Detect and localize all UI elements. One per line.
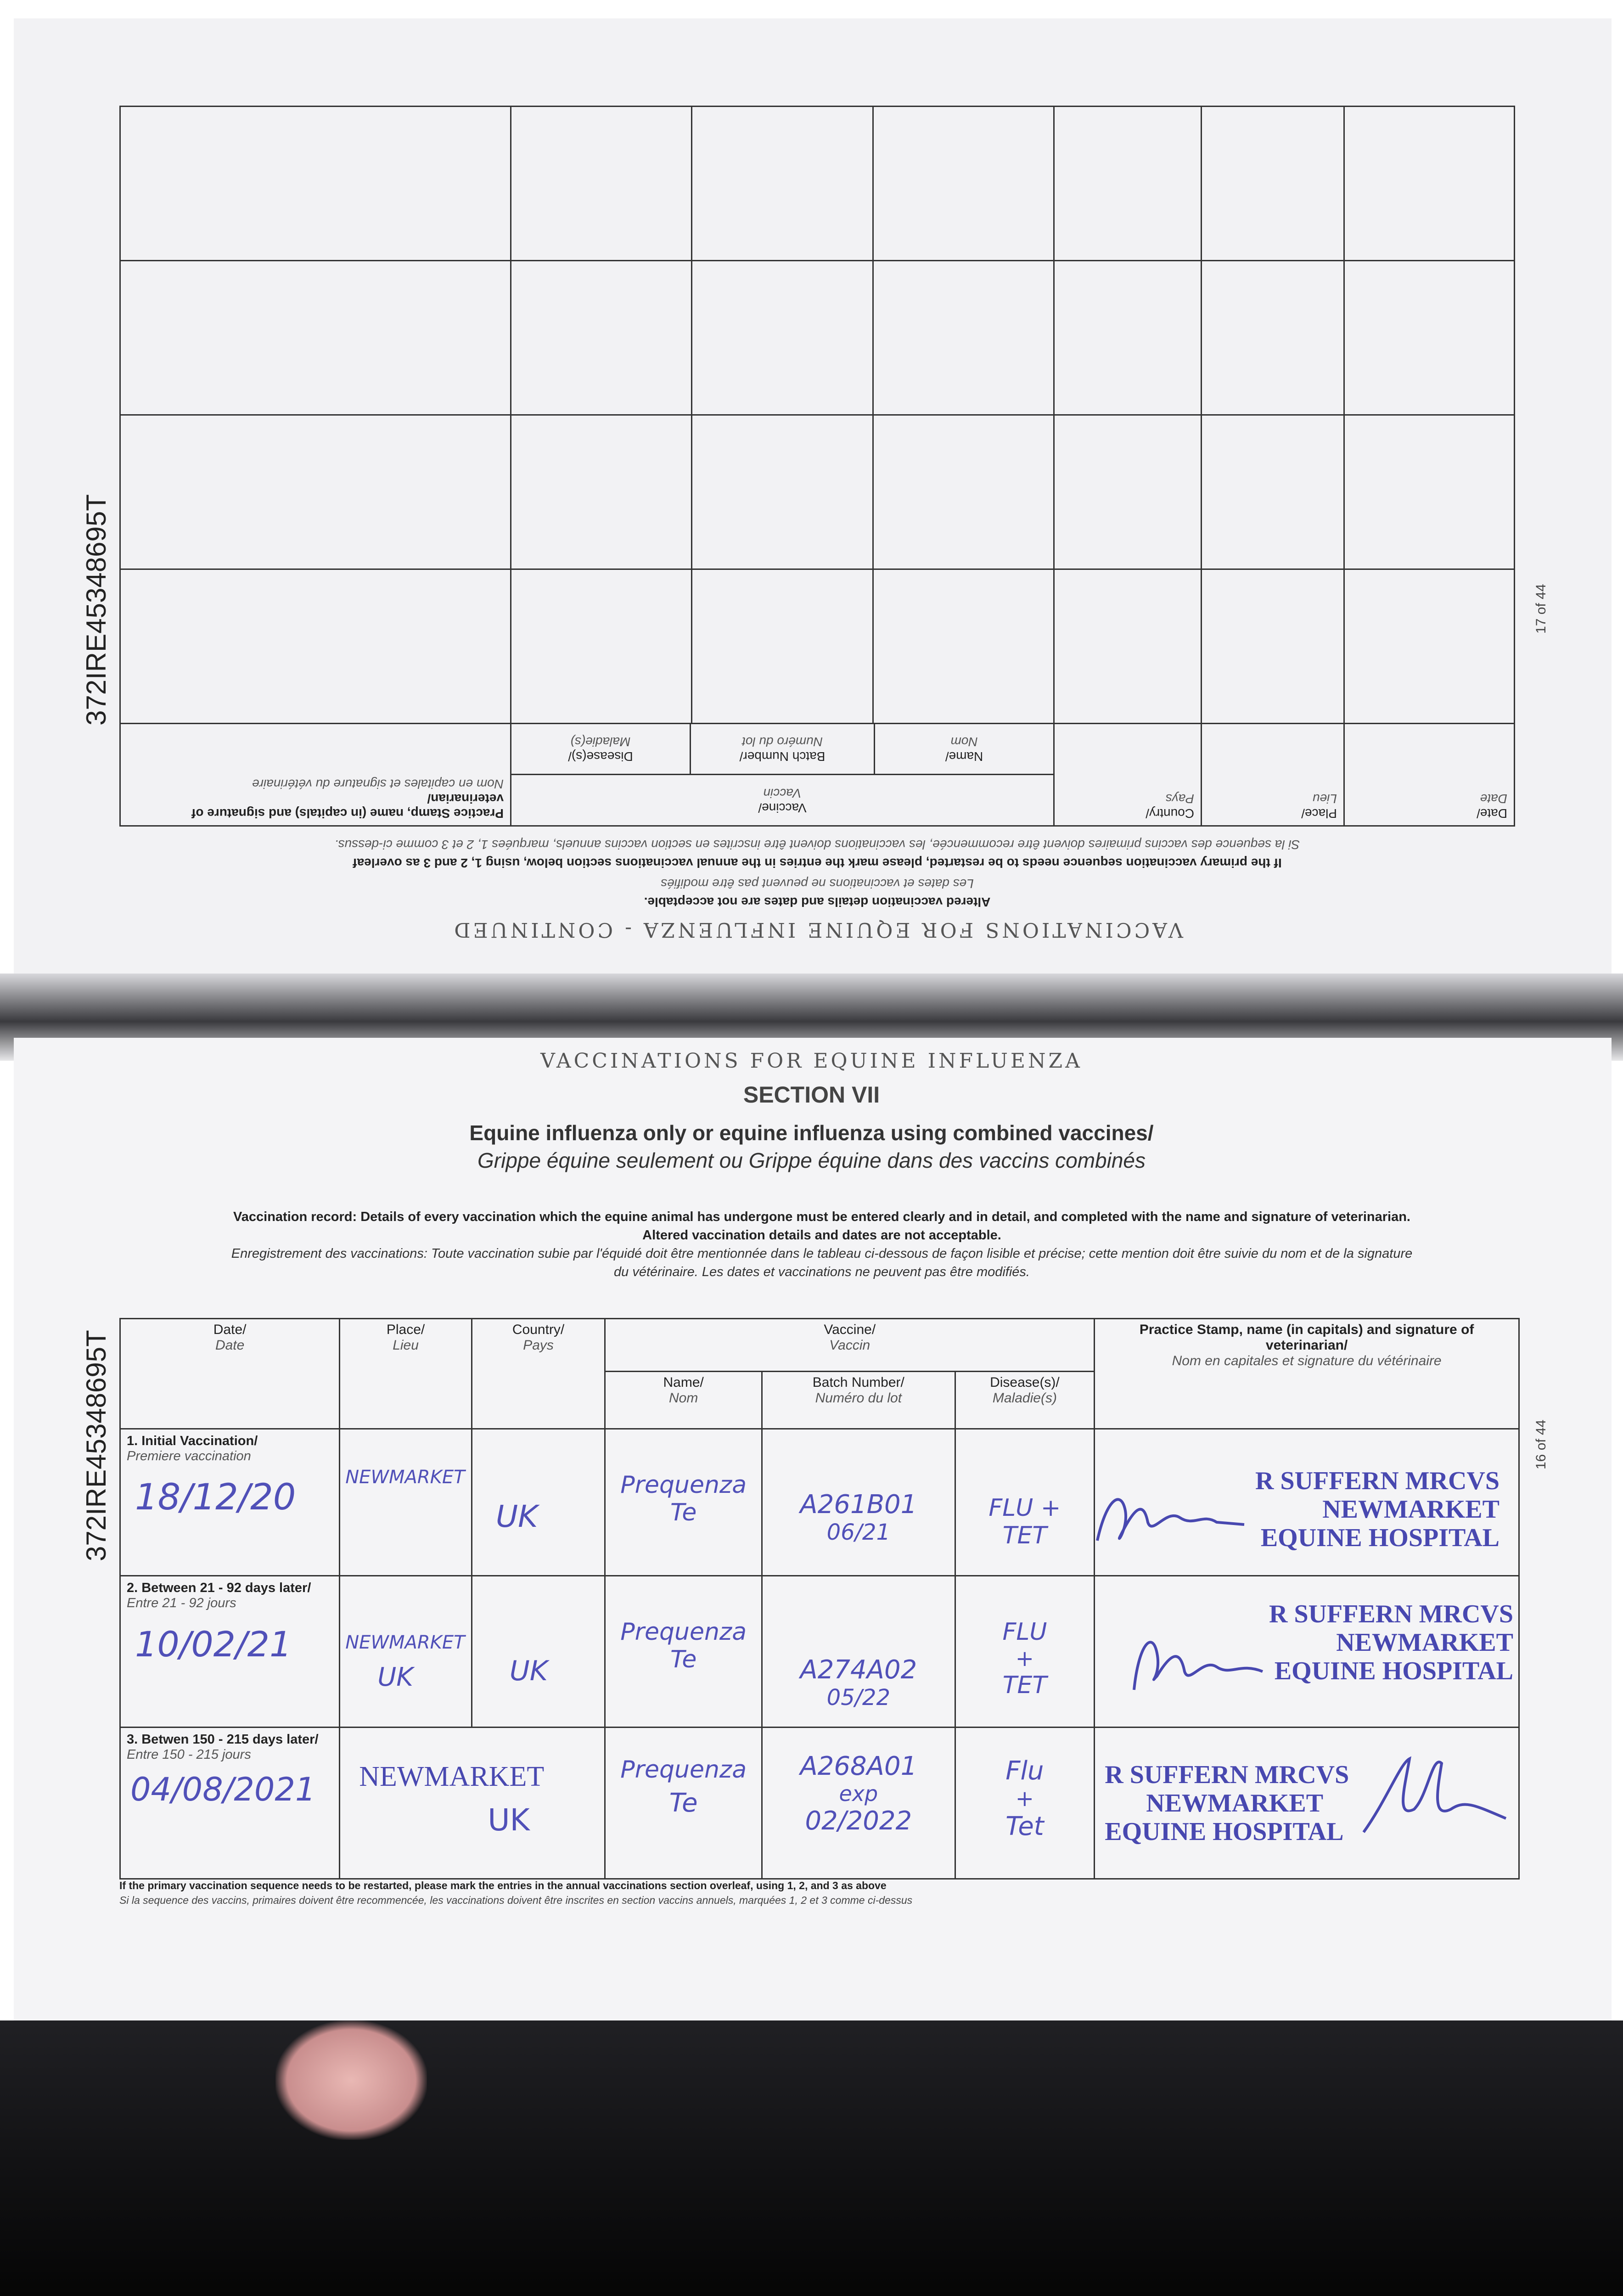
record-fr-2: du vétérinaire. Les dates et vaccinations ne peuvent pas être modifiés. (614, 1265, 1030, 1279)
row3-stamp-line3: EQUINE HOSPITAL (1105, 1818, 1344, 1846)
row3-country: UK (488, 1802, 530, 1838)
subtitle-fr: Grippe équine seulement ou Grippe équine dans des vaccins combinés (477, 1148, 1146, 1172)
row1-stamp-line3: EQUINE HOSPITAL (1260, 1524, 1499, 1552)
row3-date: 04/08/2021 (130, 1771, 316, 1808)
row2-date: 10/02/21 (135, 1624, 292, 1665)
header-date: Date/ Date (120, 1319, 340, 1429)
row2-batch: A274A02 (800, 1655, 917, 1685)
footer-note-en: If the primary vaccination sequence needs to be restarted, please mark the entries in the annual vaccinations section overleaf, using 1, 2, and 3 as above (119, 1880, 887, 1891)
header-country: Country/ Pays (472, 1319, 605, 1429)
upper-page-content (119, 106, 1515, 941)
row3-batch-expiry: 02/2022 (805, 1806, 912, 1836)
row2-disease: FLU (1002, 1618, 1047, 1646)
vaccination-row-2 (120, 1576, 1519, 1728)
document-id-top: 372IRE45348695T (81, 494, 112, 726)
row3-date-cell (120, 1728, 340, 1879)
row3-disease-2: Tet (1005, 1812, 1044, 1841)
row2-country: UK (509, 1655, 548, 1687)
upper-altered-fr: Les dates et vaccinations ne peuvent pas être modifiés (661, 877, 974, 891)
upper-series-title: VACCINATIONS FOR EQUINE INFLUENZA - CONTINUED (451, 918, 1183, 941)
dark-background (0, 2020, 1623, 2296)
row2-disease-plus: + (1015, 1646, 1034, 1671)
upper-header-date: Date/ Date (1344, 724, 1515, 826)
row1-label: 1. Initial Vaccination/ Premiere vaccination (127, 1434, 258, 1463)
row1-vaccine-name-2: Te (670, 1499, 697, 1526)
row2-place-2: UK (377, 1662, 413, 1692)
row1-batch-expiry: 06/21 (826, 1519, 890, 1545)
series-title: VACCINATIONS FOR EQUINE INFLUENZA (540, 1049, 1083, 1073)
row3-batch: A268A01 (800, 1751, 917, 1781)
page-number-bottom: 16 of 44 (1533, 1419, 1549, 1469)
row2-stamp-line2: NEWMARKET (1336, 1628, 1513, 1657)
record-en-1: Vaccination record: Details of every vaccination which the equine animal has undergone must be entered clearly and in detail, and completed with the name and signature of veterinarian. (233, 1210, 1410, 1224)
upper-header-name: Name/ Nom (875, 724, 1053, 775)
row2-date-cell (120, 1576, 340, 1728)
record-fr-1: Enregistrement des vaccinations: Toute vaccination subie par l'équidé doit être mentionnée dans le tableau ci-dessous de façon lisible et précise; cette mention doit être suivie du nom et de la signature (231, 1246, 1413, 1261)
row1-date: 18/12/20 (135, 1477, 296, 1518)
row3-disease: Flu (1005, 1756, 1044, 1786)
finger (275, 2020, 427, 2140)
row2-batch-expiry: 05/22 (826, 1685, 890, 1711)
row1-stamp-line1: R SUFFERN MRCVS (1255, 1467, 1499, 1495)
signature-row2 (1125, 1626, 1272, 1694)
signature-row1 (1088, 1481, 1253, 1554)
upper-header-batch: Batch Number/ Numéro du lot (690, 724, 874, 775)
upper-restart-en: If the primary vaccination sequence needs to be restarted, please mark the entries in the annual vaccinations section below, using 1, 2 and 3 as overleaf (353, 856, 1282, 870)
row1-disease: FLU + (988, 1494, 1061, 1522)
footer-note (119, 1878, 1497, 1908)
row1-stamp-line2: NEWMARKET (1322, 1495, 1499, 1524)
subtitle-en: Equine influenza only or equine influenza using combined vaccines/ (469, 1121, 1154, 1145)
record-en-2: Altered vaccination details and dates are not acceptable. (642, 1228, 1001, 1243)
row1-batch: A261B01 (800, 1490, 917, 1519)
row3-place: NEWMARKET (359, 1761, 545, 1792)
upper-header-place: Place/ Lieu (1202, 724, 1344, 826)
row2-vaccine-name: Prequenza (620, 1618, 747, 1646)
vaccination-record-instructions (119, 1208, 1524, 1281)
row3-vaccine-name-2: Te (669, 1788, 698, 1818)
row2-place: NEWMARKET (345, 1632, 465, 1653)
upper-header-country: Country/ Pays (1054, 724, 1202, 826)
header-batch-number: Batch Number/ Numéro du lot (762, 1372, 955, 1429)
row1-country: UK (495, 1499, 538, 1534)
header-diseases: Disease(s)/ Maladie(s) (955, 1372, 1095, 1429)
upper-header-disease: Disease(s)/ Maladie(s) (568, 735, 633, 764)
header-stamp: Practice Stamp, name (in capitals) and signature of veterinarian/ Nom en capitales et signature du vétérinaire (1095, 1319, 1519, 1429)
row1-date-cell (120, 1429, 340, 1576)
upper-vaccination-table (119, 106, 1515, 827)
row3-stamp-line2: NEWMARKET (1146, 1789, 1324, 1818)
row2-vaccine-name-2: Te (670, 1646, 697, 1673)
header-vaccine-name: Name/ Nom (605, 1372, 762, 1429)
vaccination-table (119, 1318, 1520, 1880)
upper-header-stamp: Practice Stamp, name (in capitals) and signature of veterinarian/ Nom en capitales et signature du vétérinaire (120, 724, 511, 826)
header-vaccine: Vaccine/ Vaccin (605, 1319, 1095, 1372)
header-place: Place/ Lieu (340, 1319, 472, 1429)
footer-note-fr: Si la sequence des vaccins, primaires doivent être recommencée, les vaccinations doivent être inscrites en section vaccins annuels, marquées 1, 2 et 3 comme ci-dessus (119, 1894, 913, 1906)
row3-disease-plus: + (1015, 1786, 1034, 1812)
row2-stamp-line1: R SUFFERN MRCVS (1269, 1600, 1513, 1628)
upper-header-vaccine: Vaccine/ Vaccin Name/ Nom Batch Number/ Numéro du lot Disease(s)/ Maladie(s) (511, 724, 1054, 826)
row3-label: 3. Betwen 150 - 215 days later/ Entre 150 - 215 jours (127, 1732, 319, 1762)
document-id-bottom: 372IRE45348695T (81, 1330, 112, 1561)
row2-stamp-line3: EQUINE HOSPITAL (1274, 1657, 1513, 1685)
upper-restart-fr: Si la sequence des vaccins primaires doivent être recommencée, les vaccinations doivent être inscrites en section vaccins annuels, marquées 1, 2 et 3 comme ci-dessus. (334, 838, 1300, 852)
row1-vaccine-name: Prequenza (620, 1471, 747, 1499)
page-number-top: 17 of 44 (1533, 584, 1549, 634)
signature-row3 (1359, 1745, 1511, 1837)
row2-label: 2. Between 21 - 92 days later/ Entre 21 - 92 jours (127, 1581, 311, 1610)
row1-disease-2: TET (1002, 1522, 1047, 1549)
row1-place: NEWMARKET (345, 1467, 465, 1488)
row3-stamp-line1: R SUFFERN MRCVS (1105, 1761, 1349, 1789)
upper-altered-en: Altered vaccination details and dates are not acceptable. (644, 895, 991, 909)
vaccination-row-3 (120, 1728, 1519, 1879)
row2-disease-2: TET (1002, 1671, 1047, 1699)
vaccination-row-1 (120, 1429, 1519, 1576)
row3-batch-exp-label: exp (839, 1781, 878, 1806)
section-title: SECTION VII (743, 1082, 880, 1108)
row3-vaccine-name: Prequenza (620, 1756, 747, 1784)
